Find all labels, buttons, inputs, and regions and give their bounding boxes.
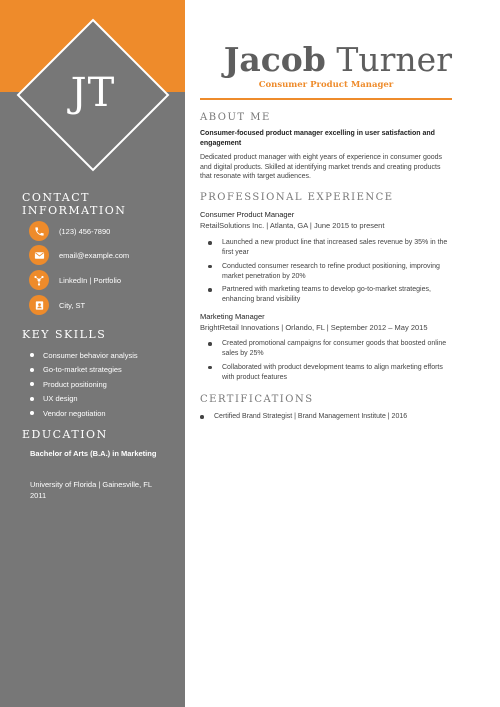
contact-email[interactable] (29, 245, 129, 265)
contact-location-text: City, ST (59, 300, 86, 310)
phone-icon (29, 221, 49, 241)
contact-phone-text: (123) 456-7890 (59, 226, 111, 236)
skill-item: Consumer behavior analysis (30, 348, 138, 363)
about-body: Dedicated product manager with eight years of experience in consumer goods and digital products. Skilled at identifying market trends and creating products that resonate with target audiences. (200, 154, 443, 180)
about-headline: Consumer-focused product manager excelling in user satisfaction and engagement (200, 130, 435, 147)
job-1-bullets (208, 238, 452, 309)
skills-list (30, 348, 138, 421)
skill-item: Go-to-market strategies (30, 363, 138, 378)
list-item: Certified Brand Strategist | Brand Management Institute | 2016 (200, 412, 444, 422)
about-heading: ABOUT ME (200, 112, 271, 123)
contact-links-text: LinkedIn | Portfolio (59, 275, 121, 285)
skill-item: UX design (30, 392, 138, 407)
skills-heading: KEY SKILLS (22, 328, 107, 341)
list-item: Conducted consumer research to refine product positioning, improving market penetration by 20% (208, 262, 452, 282)
certifications-heading: CERTIFICATIONS (200, 394, 314, 405)
education-school: University of Florida | Gainesville, FL 2011 (30, 480, 152, 500)
email-icon (29, 245, 49, 265)
list-item: Created promotional campaigns for consumer goods that boosted online sales by 25% (208, 339, 452, 359)
contact-heading (22, 191, 126, 217)
list-item: Collaborated with product development teams to align marketing efforts with product features (208, 363, 452, 383)
contact-email-text: email@example.com (59, 250, 130, 260)
contact-links[interactable] (29, 270, 121, 290)
list-item: Launched a new product line that increased sales revenue by 35% in the first year (208, 238, 452, 258)
job-1-title: Consumer Product Manager (200, 210, 295, 219)
monogram-badge (16, 18, 170, 172)
header-divider (200, 98, 452, 100)
contact-location (29, 295, 85, 315)
list-item: Partnered with marketing teams to develop go-to-market strategies, enhancing brand visibility (208, 285, 452, 305)
location-icon (29, 295, 49, 315)
education-degree: Bachelor of Arts (B.A.) in Marketing (30, 449, 157, 458)
job-2-title: Marketing Manager (200, 312, 265, 321)
last-name: Turner (336, 40, 452, 79)
skill-item: Vendor negotiation (30, 406, 138, 421)
contact-heading-line2: INFORMATION (22, 204, 127, 217)
education-heading: EDUCATION (22, 428, 108, 441)
job-1-meta: RetailSolutions Inc. | Atlanta, GA | June 2015 to present (200, 221, 385, 230)
contact-heading-line1: CONTACT (22, 191, 90, 204)
first-name: Jacob (223, 40, 326, 79)
link-icon (29, 270, 49, 290)
job-2-bullets (208, 339, 452, 386)
skill-item: Product positioning (30, 377, 138, 392)
certifications-list (200, 412, 444, 426)
monogram-initials: JT (70, 70, 116, 116)
job-title-headline: Consumer Product Manager (258, 80, 394, 90)
candidate-name (200, 40, 452, 80)
experience-heading: PROFESSIONAL EXPERIENCE (200, 192, 394, 203)
contact-phone[interactable] (29, 221, 110, 241)
job-2-meta: BrightRetail Innovations | Orlando, FL | September 2012 – May 2015 (200, 323, 428, 332)
